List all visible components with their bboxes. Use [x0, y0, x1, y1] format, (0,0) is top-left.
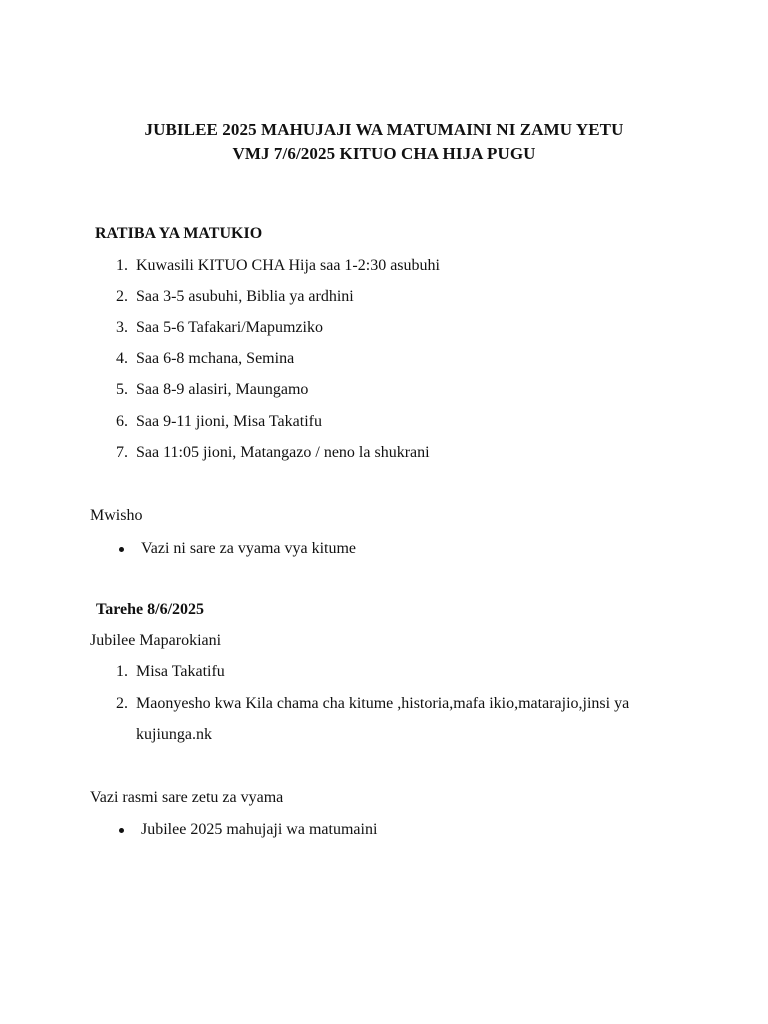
list-text: Misa Takatifu [136, 663, 225, 680]
list-text: Saa 6-8 mchana, Semina [136, 350, 295, 367]
list-number: 3. [116, 319, 128, 336]
list-number: 1. [116, 257, 128, 274]
day2-heading: Tarehe 8/6/2025 [96, 601, 205, 618]
bullet-text: Vazi ni sare za vyama vya kitume [141, 540, 357, 557]
list-number: 2. [116, 695, 128, 712]
list-text: Saa 8-9 alasiri, Maungamo [136, 381, 309, 398]
list-text: Maonyesho kwa Kila chama cha kitume ,historia,mafa ikio,matarajio,jinsi ya [136, 695, 630, 712]
list-number: 4. [116, 350, 128, 367]
bullet-dot [119, 828, 124, 833]
list-text: Saa 11:05 jioni, Matangazo / neno la shukrani [136, 444, 430, 461]
schedule-heading: RATIBA YA MATUKIO [95, 225, 263, 242]
day2-subheading: Jubilee Maparokiani [90, 632, 222, 649]
list-text: Saa 5-6 Tafakari/Mapumziko [136, 319, 323, 336]
day2-item-2-continuation: kujiunga.nk [136, 726, 212, 743]
title-line-2: VMJ 7/6/2025 KITUO CHA HIJA PUGU [232, 144, 536, 163]
list-text: Saa 3-5 asubuhi, Biblia ya ardhini [136, 288, 354, 305]
list-number: 6. [116, 413, 128, 430]
title-line-1: JUBILEE 2025 MAHUJAJI WA MATUMAINI NI ZAMU YETU [144, 120, 624, 139]
bullet-dot [119, 547, 124, 552]
bullet-text: Jubilee 2025 mahujaji wa matumaini [141, 821, 378, 838]
dress-label: Vazi rasmi sare zetu za vyama [90, 789, 284, 806]
list-number: 2. [116, 288, 128, 305]
list-text: Saa 9-11 jioni, Misa Takatifu [136, 413, 322, 430]
list-number: 7. [116, 444, 128, 461]
list-number: 5. [116, 381, 128, 398]
list-text: Kuwasili KITUO CHA Hija saa 1-2:30 asubuhi [136, 257, 440, 274]
ending-label: Mwisho [90, 507, 143, 524]
list-number: 1. [116, 663, 128, 680]
